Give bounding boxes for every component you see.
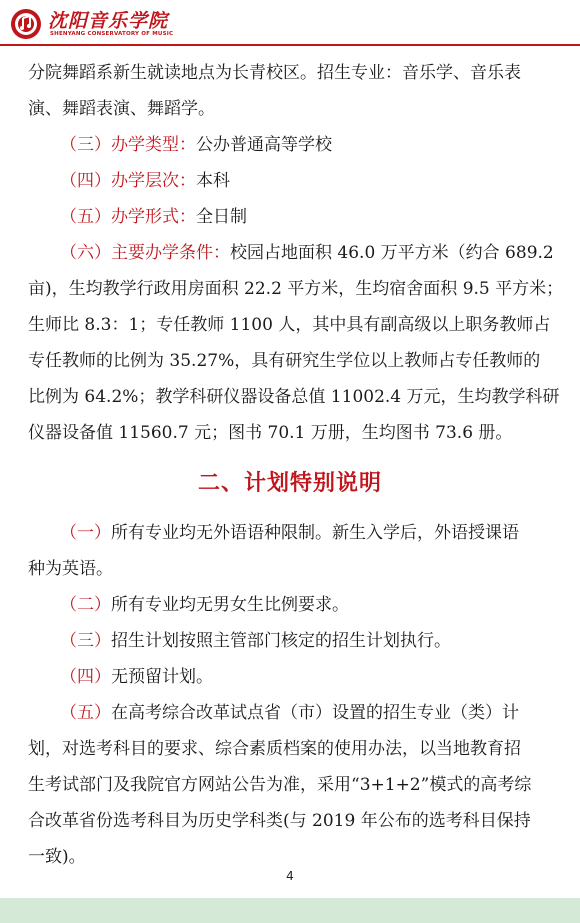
body-line: 生师比 8.3：1；专任教师 1100 人，其中具有副高级以上职务教师占 — [28, 315, 551, 335]
list-item — [60, 594, 349, 616]
body-line: 仪器设备值 11560.7 元；图书 70.1 万册，生均图书 73.6 册。 — [28, 423, 513, 443]
brand-name-cn: 沈阳音乐学院 — [48, 10, 169, 32]
item-label: （二） — [60, 595, 111, 615]
page-number: 4 — [286, 869, 294, 883]
brand-name-en: SHENYANG CONSERVATORY OF MUSIC — [50, 31, 174, 37]
conservatory-logo-icon — [10, 8, 42, 40]
list-item — [60, 522, 519, 544]
item-label: （六）主要办学条件： — [60, 243, 230, 263]
page-header — [0, 0, 580, 44]
body-line: 一致)。 — [28, 847, 86, 867]
list-item — [60, 702, 519, 724]
body-line: 演、舞蹈表演、舞蹈学。 — [28, 99, 215, 119]
item-text: 所有专业均无男女生比例要求。 — [111, 595, 349, 615]
list-item — [60, 630, 451, 652]
item-label: （四） — [60, 667, 111, 687]
section-heading: 二、计划特别说明 — [197, 471, 382, 496]
list-item — [60, 170, 230, 192]
body-line: 种为英语。 — [28, 559, 113, 579]
body-line: 专任教师的比例为 35.27%，具有研究生学位以上教师占专任教师的 — [28, 351, 541, 371]
list-item — [60, 666, 213, 688]
item-text: 所有专业均无外语语种限制。新生入学后，外语授课语 — [111, 523, 519, 543]
body-line: 生考试部门及我院官方网站公告为准，采用“3+1+2”模式的高考综 — [28, 775, 532, 795]
item-text: 全日制 — [196, 207, 247, 227]
item-label: （一） — [60, 523, 111, 543]
item-text: 在高考综合改革试点省（市）设置的招生专业（类）计 — [111, 703, 519, 723]
header-divider — [0, 44, 580, 46]
item-label: （五） — [60, 703, 111, 723]
body-line: 划，对选考科目的要求、综合素质档案的使用办法，以当地教育招 — [28, 739, 521, 759]
item-label: （三） — [60, 631, 111, 651]
body-line: 合改革省份选考科目为历史学科类(与 2019 年公布的选考科目保持 — [28, 811, 531, 831]
list-item — [60, 134, 332, 156]
list-item — [60, 242, 554, 264]
item-text: 校园占地面积 46.0 万平方米（约合 689.2 — [230, 243, 554, 263]
footer-bar — [0, 898, 580, 923]
item-text: 本科 — [196, 171, 230, 191]
item-text: 招生计划按照主管部门核定的招生计划执行。 — [111, 631, 451, 651]
body-line: 分院舞蹈系新生就读地点为长青校区。招生专业：音乐学、音乐表 — [28, 63, 521, 83]
item-text: 无预留计划。 — [111, 667, 213, 687]
item-label: （五）办学形式： — [60, 207, 196, 227]
body-line: 比例为 64.2%；教学科研仪器设备总值 11002.4 万元，生均教学科研 — [28, 387, 560, 407]
list-item — [60, 206, 247, 228]
body-line: 亩)，生均教学行政用房面积 22.2 平方米，生均宿舍面积 9.5 平方米； — [28, 279, 564, 299]
item-label: （三）办学类型： — [60, 135, 196, 155]
item-text: 公办普通高等学校 — [196, 135, 332, 155]
item-label: （四）办学层次： — [60, 171, 196, 191]
